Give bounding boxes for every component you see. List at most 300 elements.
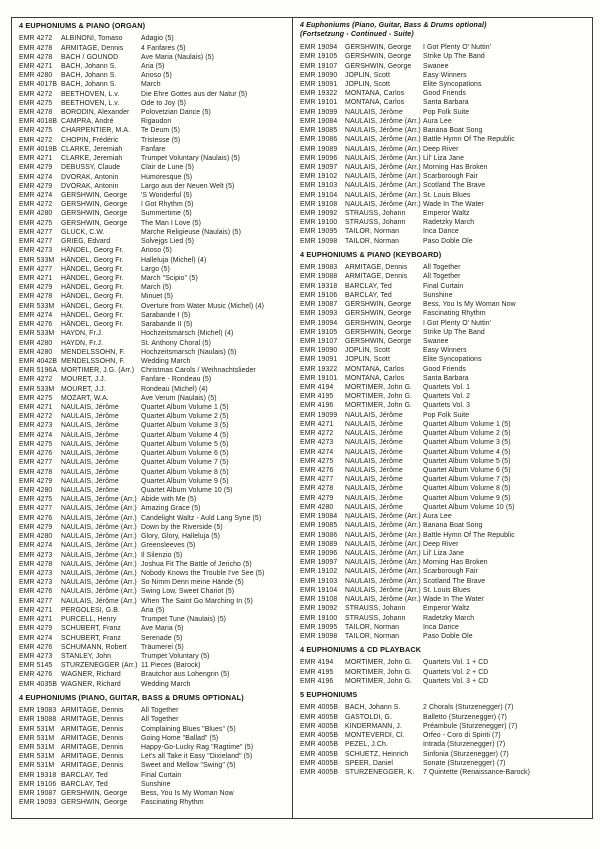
code-cell: EMR 19096 [300,154,338,162]
composer-cell: NAULAIS, Jérôme [345,485,403,493]
code-cell: EMR 19093 [19,799,57,807]
section-title: 4 EUPHONIUMS & PIANO (KEYBOARD) [300,249,442,259]
title-cell: So Nimm Denn meine Hände (5) [141,579,244,587]
title-cell: Inca Dance [423,228,459,236]
code-cell: EMR 4271 [19,155,53,163]
code-cell: EMR 19107 [300,337,338,345]
title-cell: Easy Winners [423,347,467,355]
composer-cell: NAULAIS, Jérôme (Arr.) [345,136,421,144]
code-cell: EMR 19090 [300,347,338,355]
composer-cell: NAULAIS, Jérôme [61,431,119,439]
table-row [300,62,587,71]
code-cell: EMR 19086 [300,531,338,539]
code-cell: EMR 4271 [19,274,53,282]
section-title: 4 EUPHONIUMS & PIANO (ORGAN) [19,21,146,30]
composer-cell: STRAUSS, Johann [345,614,406,622]
code-cell: EMR 19104 [300,191,338,199]
code-cell: EMR 19103 [300,182,338,190]
code-cell: EMR 4277 [19,459,53,467]
composer-cell: NAULAIS, Jérôme (Arr.) [345,513,421,521]
table-row [300,98,587,107]
code-cell: EMR 4272 [19,136,53,144]
code-cell: EMR 4275 [19,99,53,107]
table-row [300,43,587,52]
composer-cell: TAILOR, Norman [345,632,400,640]
title-cell: All Together [423,273,461,281]
code-cell: EMR 19091 [300,356,338,364]
composer-cell: BEETHOVEN, L.v. [61,99,120,107]
code-cell: EMR 19098 [300,632,338,640]
table-row [300,623,587,632]
composer-cell: ARMITAGE, Dennis [61,734,124,742]
code-cell: EMR 4005B [300,741,339,749]
title-cell: Scotland The Brave [423,182,486,190]
composer-cell: MONTANA, Carlos [345,99,405,107]
code-cell: EMR 19084 [300,117,338,125]
composer-cell: NAULAIS, Jérôme [61,459,119,467]
composer-cell: BACH, Johann S. [61,72,117,80]
table-row [300,466,587,475]
composer-cell: SCHUBERT, Franz [61,634,121,642]
table-row [300,374,587,383]
code-cell: EMR 19083 [19,707,57,715]
code-cell: EMR 19100 [300,219,338,227]
composer-cell: MORTIMER, John G. [345,393,413,401]
code-cell: EMR 4279 [19,477,53,485]
code-cell: EMR 4279 [19,164,53,172]
code-cell: EMR 19086 [300,136,338,144]
table-row [19,62,287,71]
table-row [19,246,287,255]
title-cell: Quartet Album Volume 6 (5) [423,467,511,475]
section-rows [300,43,587,246]
title-cell: Quartet Album Volume 5 (5) [423,457,511,465]
table-row [19,661,287,670]
table-row [19,477,287,486]
table-row [19,329,287,338]
composer-cell: BARCLAY, Ted [345,291,392,299]
section-title: 5 EUPHONIUMS [300,690,358,700]
composer-cell: GERSHWIN, George [61,201,128,209]
title-cell: March "Scipio" (5) [141,274,198,282]
composer-cell: GERSHWIN, George [345,53,412,61]
composer-cell: TAILOR, Norman [345,237,400,245]
code-cell: EMR 4276 [300,467,334,475]
composer-cell: NAULAIS, Jérôme [345,439,403,447]
table-row [300,135,587,144]
table-row [19,449,287,458]
code-cell: EMR 531M [19,725,55,733]
composer-cell: NAULAIS, Jérôme [345,503,403,511]
title-cell: Quartet Album Volume 5 (5) [141,440,229,448]
table-row [300,750,587,759]
code-cell: EMR 4273 [19,551,53,559]
title-cell: Lil' Liza Jane [423,549,465,557]
table-row [300,272,587,281]
code-cell: EMR 19108 [300,596,338,604]
composer-cell: WAGNER, Richard [61,671,121,679]
title-cell: Trumpet Voluntary (5) [141,652,210,660]
title-cell: Sweet and Mellow "Swing" (5) [141,762,236,770]
title-cell: Pop Folk Suite [423,411,470,419]
code-cell: EMR 19094 [300,44,338,52]
title-cell: When The Saint Go Marching In (5) [141,597,253,605]
title-cell: Minuet (5) [141,293,174,301]
title-cell: Candelight Waltz - Auld Lang Syne (5) [141,514,262,522]
composer-cell: SCHUETZ, Heinrich [345,750,409,758]
code-cell: EMR 4279 [19,625,53,633]
code-cell: EMR 19092 [300,210,338,218]
composer-cell: WAGNER, Richard [61,680,121,688]
table-row [300,768,587,777]
table-row [19,283,287,292]
table-row [19,348,287,357]
code-cell: EMR 19096 [300,549,338,557]
composer-cell: NAULAIS, Jérôme (Arr.) [345,117,421,125]
title-cell: Happy-Go-Lucky Rag "Ragtime" (5) [141,744,254,751]
title-cell: Ave Maria (Naulais) (5) [141,53,215,61]
composer-cell: HÄNDEL, Georg Fr. [61,321,124,329]
table-row [300,282,587,291]
title-cell: Die Ehre Gottes aus der Natur (5) [141,90,248,98]
table-row [300,713,587,722]
title-cell: Te Deum (5) [141,127,181,135]
title-cell: St. Louis Blues [423,191,471,199]
code-cell: EMR 19322 [300,90,338,98]
code-cell: EMR 4005B [300,750,339,758]
composer-cell: NAULAIS, Jérôme [345,411,403,419]
code-cell: EMR 4280 [19,487,53,495]
title-cell: Balletto (Sturzenegger) (7) [423,713,507,721]
table-row [19,90,287,99]
table-row [300,291,587,300]
composer-cell: NAULAIS, Jérôme (Arr.) [345,163,421,171]
title-cell: Emperor Waltz [423,210,470,218]
composer-cell: SCHUMANN, Robert [61,643,127,651]
code-cell: EMR 4196 [300,677,334,685]
code-cell: EMR 19085 [300,127,338,135]
table-row [19,725,287,734]
table-row [300,677,587,686]
composer-cell: GERSHWIN, George [345,319,412,327]
composer-cell: CLARKE, Jeremiah [61,145,123,153]
composer-cell: DVORAK, Antonin [61,173,119,181]
composer-cell: STRAUSS, Johann [345,219,406,227]
title-cell: Santa Barbara [423,374,469,382]
table-row [19,643,287,652]
code-cell: EMR 533M [19,330,55,338]
title-cell: All Together [141,716,179,724]
table-row [19,265,287,274]
table-row [19,108,287,117]
code-cell: EMR 19105 [300,328,338,336]
title-cell: Wade In The Water [423,596,484,604]
title-cell: Final Curtain [423,282,464,290]
title-cell: Final Curtain [141,771,182,779]
section-title: 4 EUPHONIUMS (PIANO, GUITAR, BASS & DRUMS OPTIONAL) [19,692,244,702]
table-row [19,652,287,661]
section-rows [300,658,587,686]
composer-cell: MORTIMER, John G. [345,384,413,392]
composer-cell: MONTANA, Carlos [345,365,405,373]
title-cell: Bess, You Is My Woman Now [423,301,516,309]
code-cell: EMR 533M [19,256,55,264]
code-cell: EMR 4271 [19,404,53,412]
title-cell: Quartet Album Volume 9 (5) [423,494,511,502]
table-row [19,680,287,689]
code-cell: EMR 4278 [19,109,53,117]
code-cell: EMR 4271 [19,62,53,70]
composer-cell: GRIEG, Edvard [61,238,111,246]
title-cell: Intrada (Sturzenegger) (7) [423,741,506,749]
title-cell: Greensleeves (5) [141,542,196,550]
composer-cell: NAULAIS, Jérôme (Arr.) [345,182,421,190]
code-cell: EMR 4278 [19,53,53,61]
title-cell: Clair de Lune (5) [141,164,195,172]
title-cell: Préambule (Sturzenegger) (7) [423,722,518,730]
code-cell: EMR 4279 [300,494,334,502]
title-cell: Quartet Album Volume 1 (5) [423,420,511,428]
table-row [19,274,287,283]
composer-cell: PERGOLESI, G.B. [61,606,120,614]
table-row [19,320,287,329]
title-cell: Fascinating Rhythm [423,310,486,318]
title-cell: Arioso (5) [141,247,172,255]
composer-cell: GERSHWIN, George [345,310,412,318]
code-cell: EMR 19104 [300,586,338,594]
title-cell: Rigaudon [141,118,172,126]
composer-cell: NAULAIS, Jérôme [345,430,403,438]
composer-cell: NAULAIS, Jérôme (Arr.) [61,551,137,559]
code-cell: EMR 4277 [300,476,334,484]
code-cell: EMR 4277 [19,265,53,273]
title-cell: Solvejgs Lied (5) [141,238,195,246]
table-row [19,163,287,172]
table-row [19,780,287,789]
title-cell: Quartet Album Volume 10 (5) [141,487,233,495]
composer-cell: MORTIMER, John G. [345,402,413,410]
title-cell: All Together [141,707,179,715]
section-title: 4 EUPHONIUMS & CD PLAYBACK [300,645,422,655]
section-rows [19,34,287,689]
composer-cell: CHOPIN, Frédéric [61,136,119,144]
table-row [300,632,587,641]
composer-cell: BACH, Johann S. [61,81,117,89]
code-cell: EMR 4274 [19,311,53,319]
title-cell: Quartet Album Volume 7 (5) [423,476,511,484]
title-cell: Quartet Album Volume 9 (5) [141,477,229,485]
table-row [300,577,587,586]
title-cell: Aura Lee [423,513,452,521]
title-cell: Adagio (5) [141,35,174,43]
table-row [300,154,587,163]
code-cell: EMR 4272 [19,35,53,43]
table-row [300,172,587,181]
table-row [19,173,287,182]
table-row [300,328,587,337]
section-title: 4 Euphoniums (Piano, Guitar, Bass & Drums optional) [300,22,487,29]
table-row [19,734,287,743]
table-row [300,411,587,420]
table-row [19,219,287,228]
title-cell: Good Friends [423,90,466,98]
code-cell: EMR 4017B [19,81,58,89]
table-row [300,668,587,677]
table-row [19,375,287,384]
table-row [300,658,587,667]
title-cell: Emperor Waltz [423,605,470,613]
composer-cell: MOZART, W.A. [61,394,109,402]
code-cell: EMR 19090 [300,71,338,79]
composer-cell: MENDELSSOHN, F. [61,348,125,356]
composer-cell: ALBINONI, Tomaso [61,35,123,43]
table-row [300,346,587,355]
code-cell: EMR 4273 [300,439,334,447]
table-row [19,560,287,569]
title-cell: Lil' Liza Jane [423,154,465,162]
code-cell: EMR 4005B [300,713,339,721]
composer-cell: GERSHWIN, George [61,210,128,218]
table-row [19,366,287,375]
composer-cell: NAULAIS, Jérôme [61,413,119,421]
composer-cell: KINDERMANN, J. [345,722,402,730]
composer-cell: DEBUSSY, Claude [61,164,121,172]
code-cell: EMR 19084 [300,513,338,521]
title-cell: Good Friends [423,365,466,373]
table-row [19,357,287,366]
table-row [19,44,287,53]
table-row [19,191,287,200]
table-row [19,569,287,578]
table-row [300,740,587,749]
composer-cell: TAILOR, Norman [345,623,400,631]
table-row [19,771,287,780]
composer-cell: NAULAIS, Jérôme (Arr.) [61,533,137,541]
table-row [300,263,587,272]
code-cell: EMR 19098 [300,237,338,245]
composer-cell: ARMITAGE, Dennis [61,707,124,715]
code-cell: EMR 4277 [19,597,53,605]
code-cell: EMR 4018B [19,118,58,126]
code-cell: EMR 4278 [19,560,53,568]
table-row [19,624,287,633]
code-cell: EMR 4272 [19,201,53,209]
composer-cell: BARCLAY, Ted [345,282,392,290]
table-row [19,615,287,624]
section-header [300,691,587,700]
composer-cell: NAULAIS, Jérôme (Arr.) [61,588,137,596]
code-cell: EMR 4005B [300,732,339,740]
composer-cell: BORODIN, Alexander [61,109,130,117]
title-cell: Elite Syncopations [423,356,482,364]
composer-cell: CAMPRA, André [61,118,114,126]
table-row [19,311,287,320]
table-row [19,71,287,80]
composer-cell: JOPLIN, Scott [345,71,390,79]
table-row [19,468,287,477]
title-cell: Radetzky March [423,219,475,227]
composer-cell: HÄNDEL, Georg Fr. [61,274,124,282]
title-cell: Polovetzian Dance (5) [141,109,211,117]
composer-cell: MOURET, J.J. [61,385,106,393]
table-row [300,181,587,190]
code-cell: EMR 19102 [300,568,338,576]
code-cell: EMR 4272 [19,413,53,421]
title-cell: Joshua Fit The Battle of Jericho (5) [141,560,252,568]
title-cell: Tristesse (5) [141,136,181,144]
title-cell: Overture from Water Music (Michel) (4) [141,302,264,310]
code-cell: EMR 19097 [300,163,338,171]
composer-cell: NAULAIS, Jérôme (Arr.) [61,597,137,605]
composer-cell: GERSHWIN, George [61,799,128,807]
code-cell: EMR 4195 [300,393,334,401]
code-cell: EMR 4276 [19,643,53,651]
code-cell: EMR 4005B [300,768,339,776]
code-cell: EMR 4274 [300,448,334,456]
code-cell: EMR 531M [19,753,55,761]
table-row [300,200,587,209]
title-cell: Halleluja (Michel) (4) [141,256,207,264]
composer-cell: NAULAIS, Jérôme (Arr.) [345,586,421,594]
table-row [300,420,587,429]
table-row [300,237,587,246]
title-cell: Strike Up The Band [423,328,485,336]
table-row [300,319,587,328]
composer-cell: NAULAIS, Jérôme [61,477,119,485]
composer-cell: SCHUBERT, Franz [61,625,121,633]
composer-cell: HÄNDEL, Georg Fr. [61,265,124,273]
composer-cell: MORTIMER, John G. [345,668,413,676]
title-cell: Quartets Vol. 1 [423,384,471,392]
section-rows [19,706,287,807]
composer-cell: HÄNDEL, Georg Fr. [61,256,124,264]
code-cell: EMR 5145 [19,662,53,670]
code-cell: EMR 4276 [19,450,53,458]
title-cell: Quartets Vol. 3 [423,402,471,410]
composer-cell: STURZENEGGER, K. [345,768,415,776]
composer-cell: ARMITAGE, Dennis [61,753,124,761]
table-row [300,731,587,740]
title-cell: Strike Up The Band [423,53,485,61]
code-cell: EMR 4275 [19,127,53,135]
composer-cell: HÄNDEL, Georg Fr. [61,247,124,255]
code-cell: EMR 4279 [19,182,53,190]
composer-cell: CLARKE, Jeremiah [61,155,123,163]
code-cell: EMR 4280 [19,533,53,541]
code-cell: EMR 4277 [19,228,53,236]
composer-cell: BACH, Johann S. [61,62,117,70]
title-cell: Träumerei (5) [141,643,184,651]
composer-cell: GERSHWIN, George [345,337,412,345]
code-cell: EMR 4035B [19,680,58,688]
title-cell: I Got Plenty O' Nuttin' [423,44,492,52]
composer-cell: GERSHWIN, George [345,301,412,309]
code-cell: EMR 4019B [19,145,58,153]
table-row [300,703,587,712]
table-row [300,722,587,731]
code-cell: EMR 19099 [300,411,338,419]
table-row [19,578,287,587]
composer-cell: BACH / GOUNOD [61,53,119,61]
composer-cell: NAULAIS, Jérôme [61,422,119,430]
title-cell: Swanee [423,337,449,345]
code-cell: EMR 19099 [300,108,338,116]
composer-cell: NAULAIS, Jérôme (Arr.) [61,560,137,568]
table-row [300,595,587,604]
title-cell: Sunshine [141,780,171,788]
title-cell: Deep River [423,540,459,548]
composer-cell: NAULAIS, Jérôme (Arr.) [61,505,137,513]
